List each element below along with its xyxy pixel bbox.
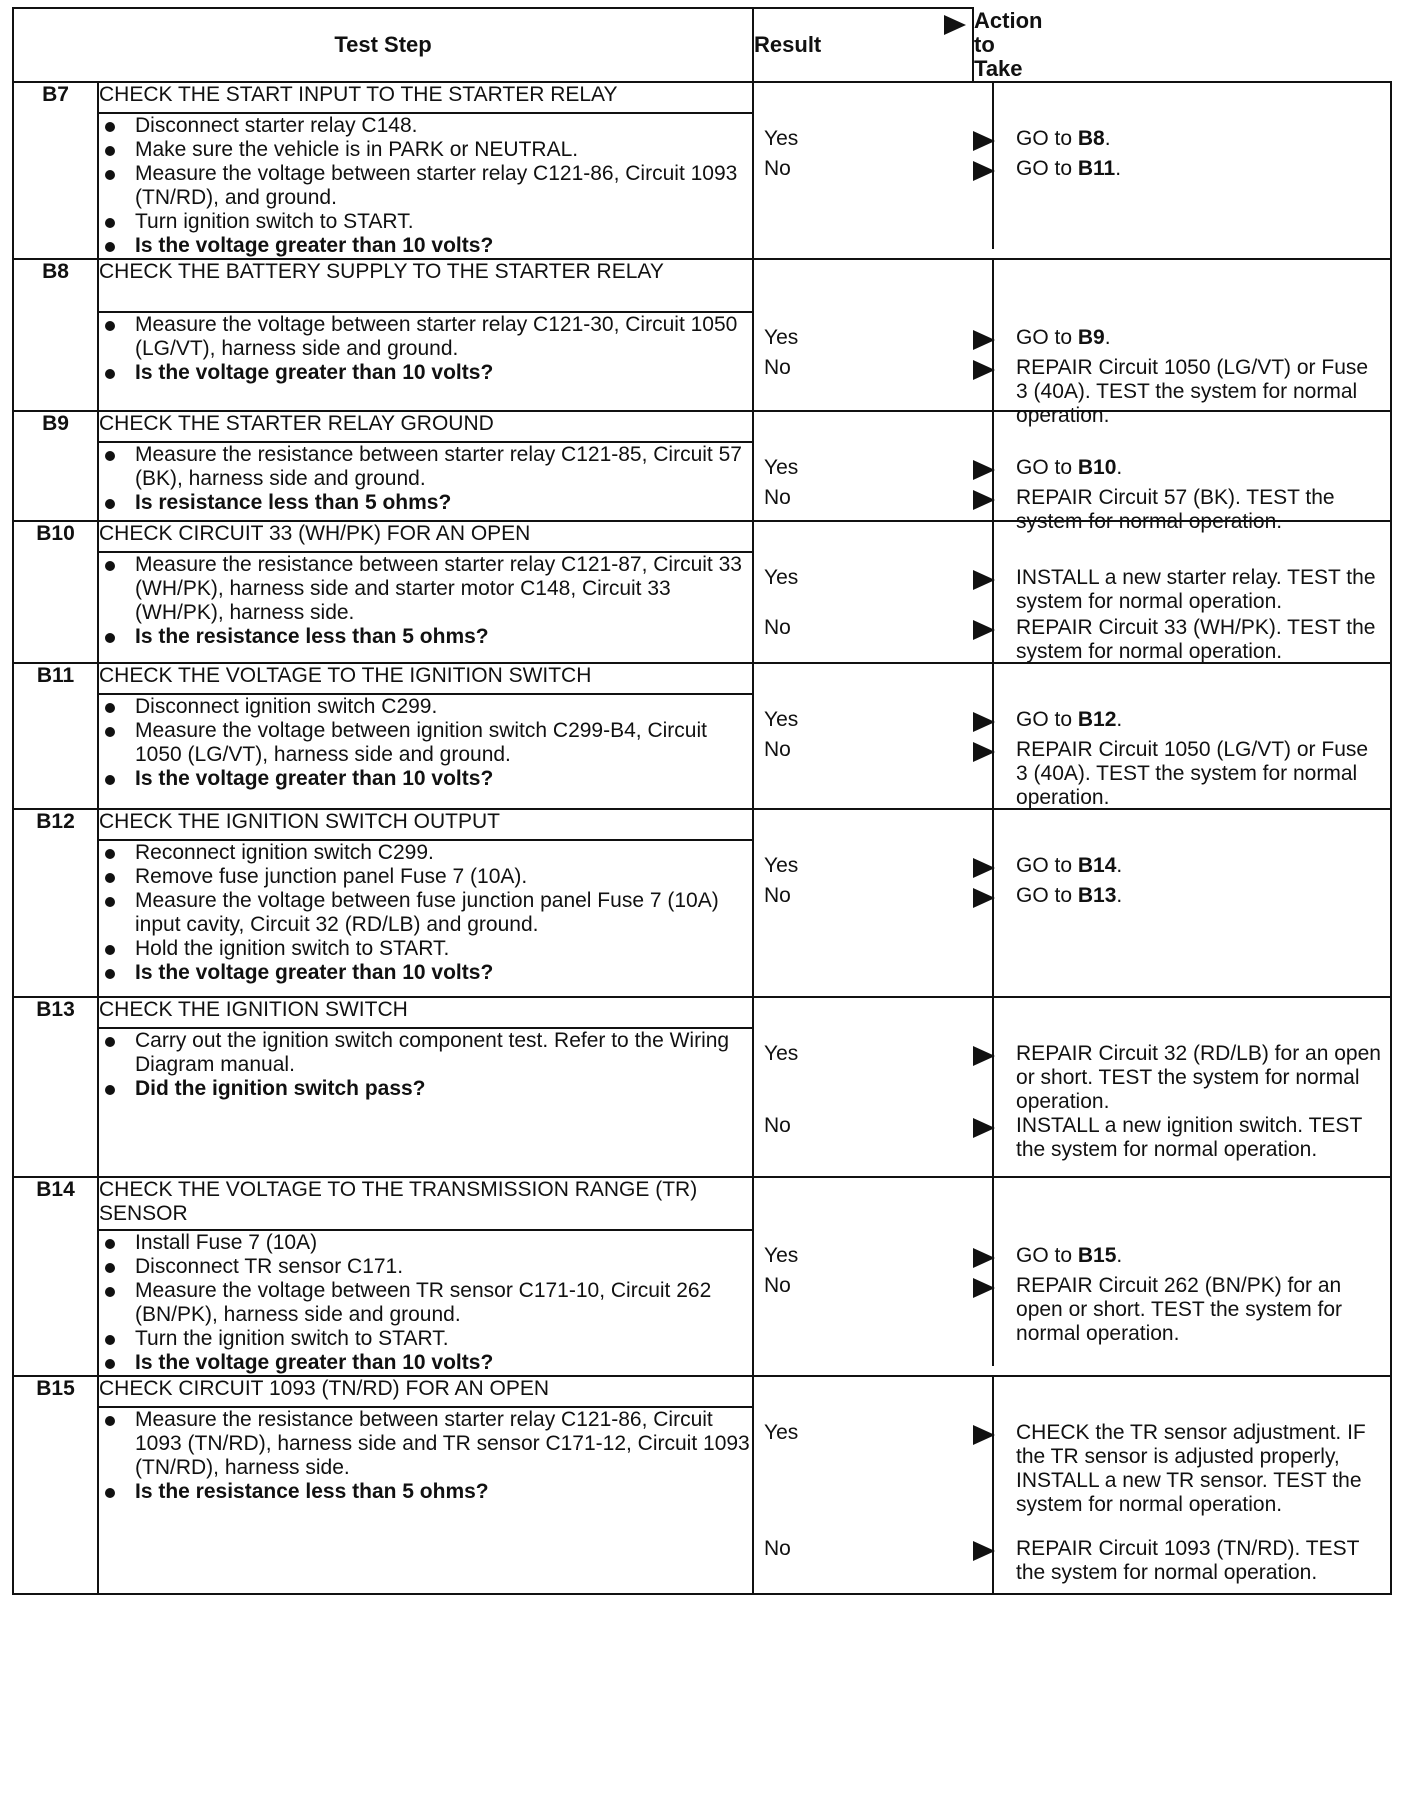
step-title-row xyxy=(13,259,1391,312)
action-yes-text: GO to xyxy=(1016,854,1078,877)
action-no-step-ref: B13 xyxy=(1077,884,1117,907)
action-yes-tail: . xyxy=(1116,854,1123,877)
outcome-no xyxy=(754,1537,1390,1585)
step-id: B14 xyxy=(13,1177,98,1230)
step-title-row xyxy=(13,997,1391,1028)
result-no-label: No xyxy=(764,616,791,639)
step-body xyxy=(98,1407,753,1594)
outcome-yes xyxy=(754,1042,1390,1114)
outcome-yes xyxy=(754,708,1390,734)
action-yes xyxy=(1004,1244,1390,1270)
step-instruction: Turn ignition switch to START. xyxy=(99,210,752,234)
action-yes-text: GO to xyxy=(1016,127,1078,150)
result-yes-label: Yes xyxy=(764,1042,799,1065)
action-yes-step-ref: B9 xyxy=(1077,326,1105,349)
step-question: Is the voltage greater than 10 volts? xyxy=(99,234,752,258)
result-yes-label: Yes xyxy=(764,326,799,349)
action-no-text: GO to xyxy=(1016,884,1078,907)
outcome-no xyxy=(754,1274,1390,1346)
action-no xyxy=(1004,884,1390,910)
step-outcomes-cell xyxy=(753,997,1391,1177)
step-outcomes-cell xyxy=(753,411,1391,533)
step-title: CHECK THE IGNITION SWITCH OUTPUT xyxy=(98,809,753,840)
step-instruction: Measure the voltage between starter relay C121-86, Circuit 1093 (TN/RD), and ground. xyxy=(99,162,752,210)
action-no-tail: . xyxy=(1116,884,1123,907)
outcome-yes xyxy=(754,1244,1390,1270)
action-yes-tail: . xyxy=(1116,708,1123,731)
step-title: CHECK THE BATTERY SUPPLY TO THE STARTER RELAY xyxy=(98,259,753,312)
step-outcomes-cell xyxy=(753,663,1391,809)
step-body xyxy=(98,840,753,997)
diagnostic-table-page xyxy=(12,7,1390,1595)
action-no-text: INSTALL a new ignition switch. TEST the system for normal operation. xyxy=(1016,1114,1362,1161)
step-instruction: Make sure the vehicle is in PARK or NEUTRAL. xyxy=(99,138,752,162)
step-outcomes-cell xyxy=(753,82,1391,259)
step-outcomes-cell xyxy=(753,809,1391,997)
action-no-text: REPAIR Circuit 33 (WH/PK). TEST the system for normal operation. xyxy=(1016,616,1376,663)
step-instruction: Disconnect TR sensor C171. xyxy=(99,1255,752,1279)
outcome-yes xyxy=(754,456,1390,482)
action-no xyxy=(1004,616,1390,664)
step-title-row xyxy=(13,1376,1391,1407)
action-no-step-ref: B11 xyxy=(1077,157,1116,180)
action-yes-step-ref: B10 xyxy=(1077,456,1117,479)
action-yes-text: REPAIR Circuit 32 (RD/LB) for an open or short. TEST the system for normal operation. xyxy=(1016,1042,1381,1113)
action-yes-text: GO to xyxy=(1016,326,1078,349)
action-no xyxy=(1004,1537,1390,1585)
action-no-text: REPAIR Circuit 1050 (LG/VT) or Fuse 3 (40A). TEST the system for normal operation. xyxy=(1016,738,1369,809)
step-instruction: Turn the ignition switch to START. xyxy=(99,1327,752,1351)
action-yes xyxy=(1004,1421,1390,1517)
action-yes-text: INSTALL a new starter relay. TEST the system for normal operation. xyxy=(1016,566,1376,613)
outcome-yes xyxy=(754,127,1390,153)
outcome-no xyxy=(754,157,1390,183)
action-no-text: REPAIR Circuit 1093 (TN/RD). TEST the system for normal operation. xyxy=(1016,1537,1360,1584)
outcome-yes xyxy=(754,1421,1390,1517)
step-id: B8 xyxy=(13,259,98,312)
outcome-yes xyxy=(754,566,1390,614)
action-yes-text: CHECK the TR sensor adjustment. IF the TR sensor is adjusted properly, INSTALL a new TR sensor. TEST the system for normal operation. xyxy=(1016,1421,1366,1516)
step-title: CHECK THE VOLTAGE TO THE IGNITION SWITCH xyxy=(98,663,753,694)
step-instruction: Reconnect ignition switch C299. xyxy=(99,841,752,865)
step-title-row xyxy=(13,82,1391,113)
step-body xyxy=(98,552,753,663)
step-body xyxy=(98,694,753,809)
action-no xyxy=(1004,1114,1390,1162)
result-yes-label: Yes xyxy=(764,854,799,877)
action-yes xyxy=(1004,1042,1390,1114)
action-no-text: REPAIR Circuit 262 (BN/PK) for an open or short. TEST the system for normal operation. xyxy=(1016,1274,1343,1345)
action-yes xyxy=(1004,326,1390,352)
step-body xyxy=(98,1230,753,1376)
step-instruction: Disconnect starter relay C148. xyxy=(99,114,752,138)
result-yes-label: Yes xyxy=(764,708,799,731)
action-yes xyxy=(1004,566,1390,614)
action-no xyxy=(1004,157,1390,183)
step-title: CHECK THE VOLTAGE TO THE TRANSMISSION RANGE (TR) SENSOR xyxy=(98,1177,753,1230)
step-title: CHECK THE STARTER RELAY GROUND xyxy=(98,411,753,442)
result-no-label: No xyxy=(764,356,791,379)
outcome-yes xyxy=(754,854,1390,880)
step-instruction: Measure the resistance between starter relay C121-86, Circuit 1093 (TN/RD), harness side and TR sensor C171-12, Circuit 1093 (TN/RD), harness side. xyxy=(99,1408,752,1480)
result-no-label: No xyxy=(764,157,791,180)
result-no-label: No xyxy=(764,1274,791,1297)
action-no-tail: . xyxy=(1115,157,1122,180)
step-instruction: Measure the voltage between fuse junction panel Fuse 7 (10A) input cavity, Circuit 32 (RD/LB) and ground. xyxy=(99,889,752,937)
step-body xyxy=(98,442,753,521)
outcome-no xyxy=(754,884,1390,910)
step-id: B7 xyxy=(13,82,98,113)
step-question: Is the resistance less than 5 ohms? xyxy=(99,1480,752,1504)
result-no-label: No xyxy=(764,1537,791,1560)
action-yes-text: GO to xyxy=(1016,1244,1078,1267)
action-no-text: REPAIR Circuit 57 (BK). TEST the system for normal operation. xyxy=(1016,486,1335,533)
result-no-label: No xyxy=(764,1114,791,1137)
step-question: Is the voltage greater than 10 volts? xyxy=(99,1351,752,1375)
result-no-label: No xyxy=(764,884,791,907)
step-id: B15 xyxy=(13,1376,98,1407)
step-question: Is the resistance less than 5 ohms? xyxy=(99,625,752,649)
header-result xyxy=(753,8,973,82)
step-instruction: Disconnect ignition switch C299. xyxy=(99,695,752,719)
step-id: B10 xyxy=(13,521,98,552)
action-yes xyxy=(1004,854,1390,880)
step-title-row xyxy=(13,809,1391,840)
step-question: Is the voltage greater than 10 volts? xyxy=(99,767,752,791)
action-yes-tail: . xyxy=(1104,127,1111,150)
arrow-right-icon xyxy=(944,15,966,35)
step-title-row xyxy=(13,521,1391,552)
action-yes-step-ref: B14 xyxy=(1077,854,1117,877)
action-yes-step-ref: B15 xyxy=(1077,1244,1117,1267)
result-no-label: No xyxy=(764,738,791,761)
outcome-yes xyxy=(754,326,1390,352)
step-body xyxy=(98,113,753,259)
result-yes-label: Yes xyxy=(764,456,799,479)
action-yes xyxy=(1004,456,1390,482)
action-yes-text: GO to xyxy=(1016,708,1078,731)
action-yes-step-ref: B8 xyxy=(1077,127,1105,150)
step-outcomes-cell xyxy=(753,1177,1391,1376)
step-outcomes-cell xyxy=(753,259,1391,427)
action-no-text: GO to xyxy=(1016,157,1078,180)
step-instruction: Carry out the ignition switch component test. Refer to the Wiring Diagram manual. xyxy=(99,1029,752,1077)
result-yes-label: Yes xyxy=(764,127,799,150)
result-yes-label: Yes xyxy=(764,566,799,589)
step-question: Is resistance less than 5 ohms? xyxy=(99,491,752,515)
step-instruction: Measure the voltage between TR sensor C171-10, Circuit 262 (BN/PK), harness side and ground. xyxy=(99,1279,752,1327)
step-instruction: Measure the voltage between ignition switch C299-B4, Circuit 1050 (LG/VT), harness side and ground. xyxy=(99,719,752,767)
result-yes-label: Yes xyxy=(764,1421,799,1444)
outcome-no xyxy=(754,1114,1390,1162)
step-title-row xyxy=(13,411,1391,442)
action-yes-tail: . xyxy=(1116,1244,1123,1267)
header-row: Test Step Result Action to Take xyxy=(13,8,1391,82)
step-instruction: Measure the voltage between starter relay C121-30, Circuit 1050 (LG/VT), harness side and ground. xyxy=(99,313,752,361)
step-instruction: Measure the resistance between starter relay C121-85, Circuit 57 (BK), harness side and ground. xyxy=(99,443,752,491)
step-outcomes-cell xyxy=(753,1376,1391,1594)
outcome-no xyxy=(754,616,1390,664)
step-id: B11 xyxy=(13,663,98,694)
pinpoint-test-table xyxy=(12,7,1392,1595)
step-body xyxy=(98,1028,753,1177)
step-question: Is the voltage greater than 10 volts? xyxy=(99,361,752,385)
step-title: CHECK CIRCUIT 1093 (TN/RD) FOR AN OPEN xyxy=(98,1376,753,1407)
step-body xyxy=(98,312,753,411)
step-id: B13 xyxy=(13,997,98,1028)
step-id: B9 xyxy=(13,411,98,442)
action-yes xyxy=(1004,708,1390,734)
step-title: CHECK THE START INPUT TO THE STARTER RELAY xyxy=(98,82,753,113)
action-yes-text: GO to xyxy=(1016,456,1078,479)
action-yes-tail: . xyxy=(1104,326,1111,349)
step-question: Is the voltage greater than 10 volts? xyxy=(99,961,752,985)
step-title: CHECK THE IGNITION SWITCH xyxy=(98,997,753,1028)
step-title-row xyxy=(13,663,1391,694)
action-no xyxy=(1004,738,1390,810)
step-question: Did the ignition switch pass? xyxy=(99,1077,752,1101)
step-outcomes-cell xyxy=(753,521,1391,663)
step-instruction: Measure the resistance between starter relay C121-87, Circuit 33 (WH/PK), harness side and starter motor C148, Circuit 33 (WH/PK), harness side. xyxy=(99,553,752,625)
step-instruction: Remove fuse junction panel Fuse 7 (10A). xyxy=(99,865,752,889)
outcome-no xyxy=(754,738,1390,810)
step-title: CHECK CIRCUIT 33 (WH/PK) FOR AN OPEN xyxy=(98,521,753,552)
result-no-label: No xyxy=(764,486,791,509)
step-instruction: Install Fuse 7 (10A) xyxy=(99,1231,752,1255)
header-result-label: Result xyxy=(754,32,822,57)
action-yes xyxy=(1004,127,1390,153)
header-test-step: Test Step xyxy=(13,8,753,82)
action-yes-tail: . xyxy=(1116,456,1123,479)
result-yes-label: Yes xyxy=(764,1244,799,1267)
step-id: B12 xyxy=(13,809,98,840)
step-title-row xyxy=(13,1177,1391,1230)
action-no-text: REPAIR Circuit 1050 (LG/VT) or Fuse 3 (40A). TEST the system for normal operation. xyxy=(1016,356,1369,427)
action-no xyxy=(1004,1274,1390,1346)
action-yes-step-ref: B12 xyxy=(1077,708,1117,731)
step-instruction: Hold the ignition switch to START. xyxy=(99,937,752,961)
